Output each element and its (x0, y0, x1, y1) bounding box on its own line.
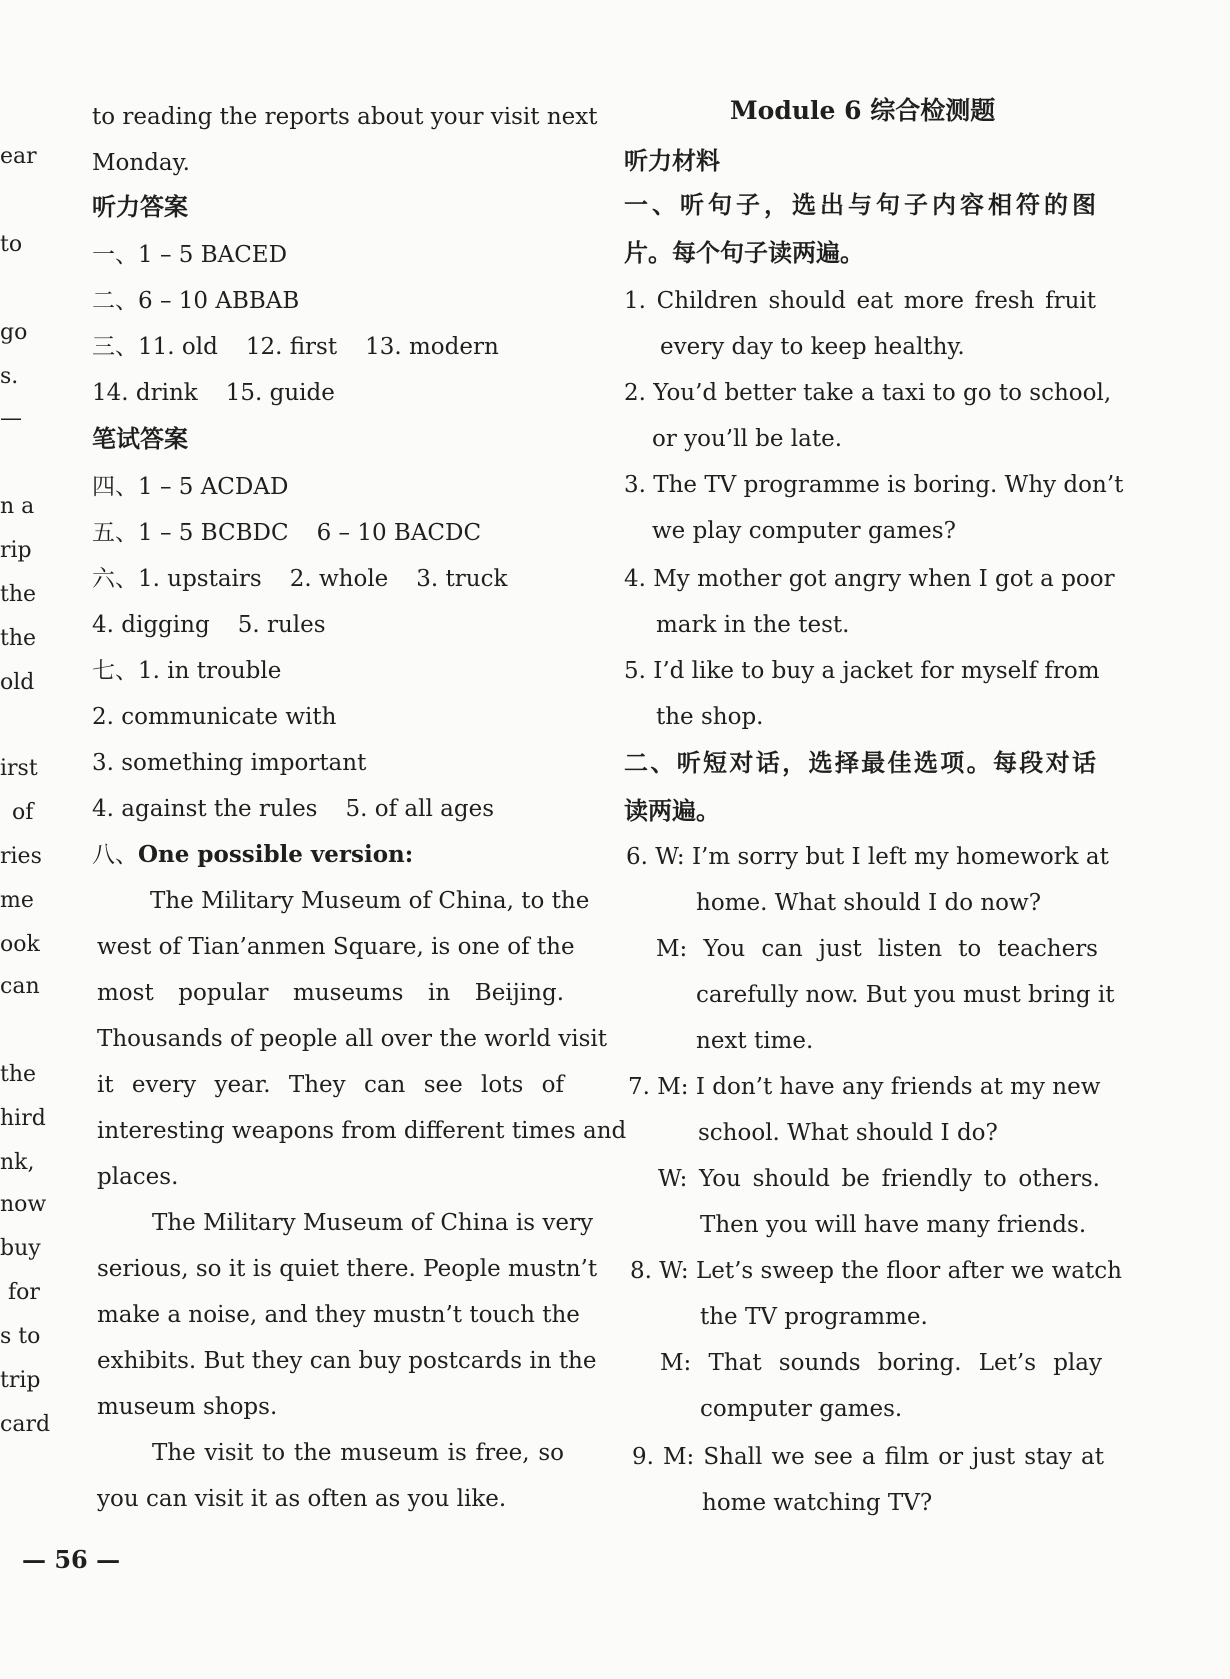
section-heading: 一、听句子，选出与句子内容相符的图 (624, 191, 1096, 219)
essay-heading (92, 840, 413, 870)
answer-line: 3. something important (92, 750, 367, 776)
dialogue-line: the TV programme. (700, 1304, 928, 1330)
listening-material-heading: 听力材料 (624, 147, 720, 175)
edge-fragment: the (0, 582, 37, 607)
writing-answers-heading: 笔试答案 (92, 425, 188, 453)
page-number: — 56 — (22, 1545, 121, 1574)
answer-line: 四、1 – 5 ACDAD (92, 474, 289, 500)
edge-fragment: ear (0, 144, 37, 169)
edge-fragment: nk, (0, 1150, 35, 1175)
sentence-line: 3. The TV programme is boring. Why don’t (624, 472, 1124, 498)
answer-item: 15. guide (225, 380, 335, 406)
sentence-line: mark in the test. (656, 612, 850, 638)
essay-line: make a noise, and they mustn’t touch the (97, 1302, 580, 1328)
essay-line: places. (97, 1164, 179, 1190)
answer-item: 五、1 – 5 BCBDC (92, 520, 289, 546)
answer-item: 六、1. upstairs (92, 566, 262, 592)
answer-item: 4. digging (92, 612, 210, 638)
essay-line: you can visit it as often as you like. (97, 1486, 507, 1512)
answer-line (92, 794, 494, 824)
dialogue-line: carefully now. But you must bring it (696, 982, 1115, 1008)
essay-line: west of Tian’anmen Square, is one of the (97, 934, 575, 960)
answer-item: 5. of all ages (345, 796, 495, 822)
answer-item: 4. against the rules (92, 796, 318, 822)
answer-item: 5. rules (237, 612, 326, 638)
edge-fragment: ries (0, 844, 42, 869)
edge-fragment: the (0, 626, 37, 651)
dialogue-line: 7. M: I don’t have any friends at my new (628, 1074, 1101, 1100)
intro-line: to reading the reports about your visit next (92, 104, 598, 130)
edge-fragment: ook (0, 932, 40, 957)
edge-fragment: trip (0, 1368, 41, 1393)
sentence-line: 2. You’d better take a taxi to go to school, (624, 380, 1112, 406)
edge-fragment: the (0, 1062, 37, 1087)
edge-fragment: s. (0, 364, 19, 389)
edge-fragment: hird (0, 1106, 46, 1131)
sentence-line: the shop. (656, 704, 764, 730)
dialogue-line: computer games. (700, 1396, 903, 1422)
section-heading: 二、听短对话，选择最佳选项。每段对话 (624, 749, 1096, 777)
sentence-line: or you’ll be late. (652, 426, 843, 452)
edge-fragment: can (0, 974, 40, 999)
sentence-line: 4. My mother got angry when I got a poor (624, 566, 1115, 592)
sentence-line: we play computer games? (652, 518, 956, 544)
edge-fragment: n a (0, 494, 35, 519)
edge-fragment: me (0, 888, 34, 913)
essay-line: The Military Museum of China, to the (150, 888, 590, 914)
essay-label: 八、 (92, 842, 138, 868)
answer-item: 14. drink (92, 380, 198, 406)
essay-line: The visit to the museum is free, so (152, 1440, 564, 1466)
dialogue-line: 9. M: Shall we see a film or just stay at (632, 1444, 1104, 1470)
essay-line: interesting weapons from different times and (97, 1118, 627, 1144)
answer-item: 13. modern (365, 334, 499, 360)
essay-line: serious, so it is quiet there. People mustn’t (97, 1256, 598, 1282)
answer-line (92, 564, 507, 594)
sentence-line: 5. I’d like to buy a jacket for myself from (624, 658, 1100, 684)
dialogue-line: M: That sounds boring. Let’s play (660, 1350, 1102, 1376)
edge-fragment: go (0, 320, 28, 345)
answer-line (92, 378, 335, 408)
essay-line: The Military Museum of China is very (152, 1210, 593, 1236)
edge-fragment: of (12, 800, 34, 825)
essay-line: Thousands of people all over the world visit (97, 1026, 607, 1052)
answer-item: 3. truck (416, 566, 508, 592)
edge-fragment: for (8, 1280, 40, 1305)
answer-item: 2. whole (289, 566, 389, 592)
answer-item: 12. first (245, 334, 338, 360)
dialogue-line: home watching TV? (702, 1490, 933, 1516)
dialogue-line: school. What should I do? (698, 1120, 998, 1146)
listening-answers-heading: 听力答案 (92, 193, 188, 221)
essay-line: exhibits. But they can buy postcards in the (97, 1348, 597, 1374)
edge-fragment: card (0, 1412, 51, 1437)
essay-line: museum shops. (97, 1394, 278, 1420)
dialogue-line: 6. W: I’m sorry but I left my homework at (626, 844, 1109, 870)
sentence-line: every day to keep healthy. (660, 334, 965, 360)
answer-item: 6 – 10 BACDC (316, 520, 482, 546)
essay-line: it every year. They can see lots of (97, 1072, 564, 1098)
answer-line (92, 332, 499, 362)
sentence-line: 1. Children should eat more fresh fruit (624, 288, 1096, 314)
edge-fragment: irst (0, 756, 38, 781)
dialogue-line: home. What should I do now? (696, 890, 1042, 916)
edge-fragment: old (0, 670, 35, 695)
section-heading: 读两遍。 (624, 797, 720, 825)
answer-line: 2. communicate with (92, 704, 337, 730)
edge-fragment: to (0, 232, 23, 257)
answer-line: 二、6 – 10 ABBAB (92, 288, 300, 314)
dialogue-line: M: You can just listen to teachers (656, 936, 1098, 962)
answer-line: 七、1. in trouble (92, 658, 282, 684)
essay-title: One possible version: (138, 841, 414, 868)
dialogue-line: 8. W: Let’s sweep the floor after we watch (630, 1258, 1122, 1284)
essay-line: most popular museums in Beijing. (97, 980, 564, 1006)
dialogue-line: Then you will have many friends. (700, 1212, 1087, 1238)
edge-fragment: rip (0, 538, 32, 563)
module-title: Module 6 综合检测题 (730, 96, 996, 125)
dialogue-line: W: You should be friendly to others. (658, 1166, 1100, 1192)
edge-fragment: now (0, 1192, 47, 1217)
edge-fragment: s to (0, 1324, 41, 1349)
answer-line (92, 610, 326, 640)
dialogue-line: next time. (696, 1028, 814, 1054)
section-heading: 片。每个句子读两遍。 (624, 239, 864, 267)
answer-item: 三、11. old (92, 334, 218, 360)
edge-fragment: buy (0, 1236, 41, 1261)
intro-line: Monday. (92, 150, 190, 176)
answer-line (92, 518, 481, 548)
answer-line: 一、1 – 5 BACED (92, 242, 288, 268)
edge-fragment: — (0, 406, 22, 431)
